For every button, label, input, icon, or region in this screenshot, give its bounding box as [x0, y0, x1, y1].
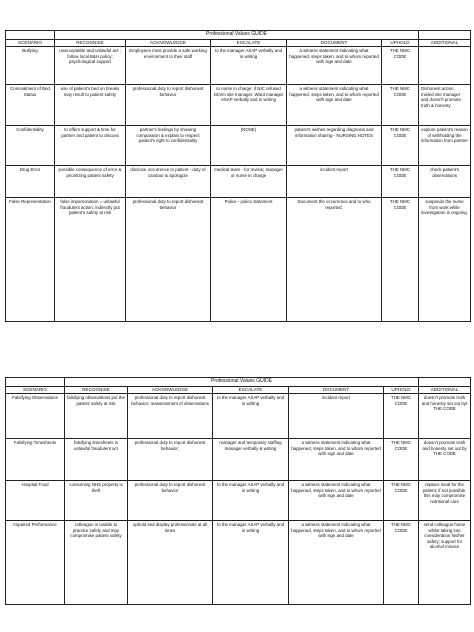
additional-cell: check patient's observations — [419, 166, 471, 198]
uphold-cell: THE NMC CODE — [384, 521, 419, 605]
escalate-cell: manager and temporary staffing manager verbally & writing — [213, 439, 289, 481]
header-uphold: UPHOLD — [384, 387, 419, 394]
document-cell: incident report — [287, 166, 382, 198]
document-cell: a witness statement indicating what happened, steps taken, and to whom reported with sign and date — [287, 85, 382, 126]
table-row — [6, 481, 471, 521]
header-recognise: RECOGNISE — [55, 40, 126, 47]
escalate-cell: (NONE) — [211, 126, 287, 166]
scenario-cell: Concealment of Bed Status — [6, 85, 55, 126]
document-cell: Document the occurrence and to who reported. — [287, 198, 382, 322]
uphold-cell: THE NMC CODE — [382, 126, 419, 166]
additional-cell: explore patient's reason of withholding the information from partner — [419, 126, 471, 166]
document-cell: a witness statement indicating what happened, steps taken, and to whom reported with sign and date — [289, 481, 384, 521]
header-additional: ADDITIONAL — [419, 40, 471, 47]
recognise-cell: use of patient's bed on breaks may result to patient safety — [55, 85, 126, 126]
table-title: Professional Values GUIDE — [55, 31, 419, 40]
escalate-cell: Police - police statement — [211, 198, 287, 322]
table-row — [6, 126, 471, 166]
header-document: DOCUMENT — [287, 40, 382, 47]
acknowledge-cell: disclose occurrence to patient - duty of candour & apologize — [126, 166, 211, 198]
header-escalate: ESCALATE — [213, 387, 289, 394]
scenario-cell: Falsifying Observations — [6, 394, 65, 439]
header-recognise: RECOGNISE — [65, 387, 128, 394]
recognise-cell: falsifying observations put the patient safety at risk — [65, 394, 128, 439]
additional-cell: send colleague home whilst taking into consideration his/her safety; support for alcohol misuse — [419, 521, 471, 605]
table-row — [6, 439, 471, 481]
escalate-cell: to the manager ASAP verbally and in writing — [213, 394, 289, 439]
additional-cell: doesn't promote truth and honesty set out byt THE CODE — [419, 394, 471, 439]
acknowledge-cell: partner's feelings by showing compassion & explain to respect patient's right to confidentiality — [126, 126, 211, 166]
acknowledge-cell: professional duty to report dishonest behavior; — [128, 439, 213, 481]
header-additional: ADDITIONAL — [419, 387, 471, 394]
acknowledge-cell: professional duty to report dishonest behavior — [126, 198, 211, 322]
table-row — [6, 47, 471, 85]
scenario-cell: Impaired Performance — [6, 521, 65, 605]
additional-cell: replace meal for the patient; if not possible, this may compromise nutritional care — [419, 481, 471, 521]
table-row — [6, 198, 471, 322]
recognise-cell: false impersonation = unlawful fraudulent action; indirectly put patient's safety at risk — [55, 198, 126, 322]
document-cell: a witness statement indicating what happened, steps taken, and to whom reported with sign and date — [289, 521, 384, 605]
uphold-cell: THE NMC CODE — [384, 394, 419, 439]
escalate-cell: medical team - for review; manager or nurse in charge — [211, 166, 287, 198]
additional-cell — [419, 47, 471, 85]
acknowledge-cell: uphold and display professionals at all times — [128, 521, 213, 605]
header-uphold: UPHOLD — [382, 40, 419, 47]
recognise-cell: unacceptable and unlawful act ; follow local B&H policy; psychological support — [55, 47, 126, 85]
uphold-cell: THE NMC CODE — [382, 85, 419, 126]
recognise-cell: colleague is unable to practice safely and may compromise patient safety — [65, 521, 128, 605]
header-row — [6, 40, 471, 47]
additional-cell: doesn't promote truth and honesty set out by THE CODE — [419, 439, 471, 481]
header-escalate: ESCALATE — [211, 40, 287, 47]
header-document: DOCUMENT — [289, 387, 384, 394]
scenario-cell: False Representation — [6, 198, 55, 322]
table-row — [6, 521, 471, 605]
additional-cell: suspends the nurse from work while investigation is ongoing. — [419, 198, 471, 322]
header-row — [6, 387, 471, 394]
table-row — [6, 166, 471, 198]
scenario-cell: Confidentiality — [6, 126, 55, 166]
recognise-cell: possible consequence of error & prioritizing patient safety — [55, 166, 126, 198]
table-row — [6, 85, 471, 126]
scenario-cell: Hospital Food — [6, 481, 65, 521]
escalate-cell: to the manager ASAP verbally and in writing — [213, 521, 289, 605]
title-row — [6, 378, 471, 387]
document-cell: a witness statement indicating what happened, steps taken, and to whom reported with sign and date — [289, 439, 384, 481]
document-cell: patient's wishes regarding diagnosis and information sharing - NURSING NOTES — [287, 126, 382, 166]
uphold-cell: THE NMC CODE — [384, 481, 419, 521]
uphold-cell: THE NMC CODE — [382, 166, 419, 198]
table-row — [6, 394, 471, 439]
recognise-cell: to offers support & time for partner and patient to discuss — [55, 126, 126, 166]
escalate-cell: to the manager ASAP verbally and in writing — [213, 481, 289, 521]
values-table-1 — [5, 30, 471, 322]
recognise-cell: consuming NHS property is theft — [65, 481, 128, 521]
acknowledge-cell: professional duty to report dishonest behavior; reassessment of observations — [128, 394, 213, 439]
values-table-2 — [5, 377, 471, 605]
uphold-cell: THE NMC CODE — [384, 439, 419, 481]
scenario-cell: Bullying — [6, 47, 55, 85]
scenario-cell: Drug Error — [6, 166, 55, 198]
acknowledge-cell: Employees must provide a safe working environment to their staff — [126, 47, 211, 85]
header-scenario: SCENARIO — [6, 387, 65, 394]
additional-cell: Dishonest action, misled site manager and doesn't promote truth & honesty — [419, 85, 471, 126]
escalate-cell: to nurse in charge; if NIC refused inform site manager. Ward manager ASAP verbally and in writing — [211, 85, 287, 126]
document-cell: a witness statement indicating what happened, steps taken, and to whom reported with sign and date — [287, 47, 382, 85]
header-scenario: SCENARIO — [6, 40, 55, 47]
scenario-cell: Falsifying Timesheets — [6, 439, 65, 481]
header-acknowledge: ACKNOWLEDGE — [126, 40, 211, 47]
recognise-cell: falsifying timesheets is unlawful fraudulent act — [65, 439, 128, 481]
escalate-cell: to the manager ASAP verbally and in writing — [211, 47, 287, 85]
uphold-cell: THE NMC CODE — [382, 47, 419, 85]
uphold-cell: THE NMC CODE — [382, 198, 419, 322]
title-row — [6, 31, 471, 40]
table-title: Professional Values GUIDE — [65, 378, 419, 387]
acknowledge-cell: professional duty to report dishonest behavior — [126, 85, 211, 126]
document-cell: incident report — [289, 394, 384, 439]
acknowledge-cell: professional duty to report dishonest behavior — [128, 481, 213, 521]
header-acknowledge: ACKNOWLEDGE — [128, 387, 213, 394]
